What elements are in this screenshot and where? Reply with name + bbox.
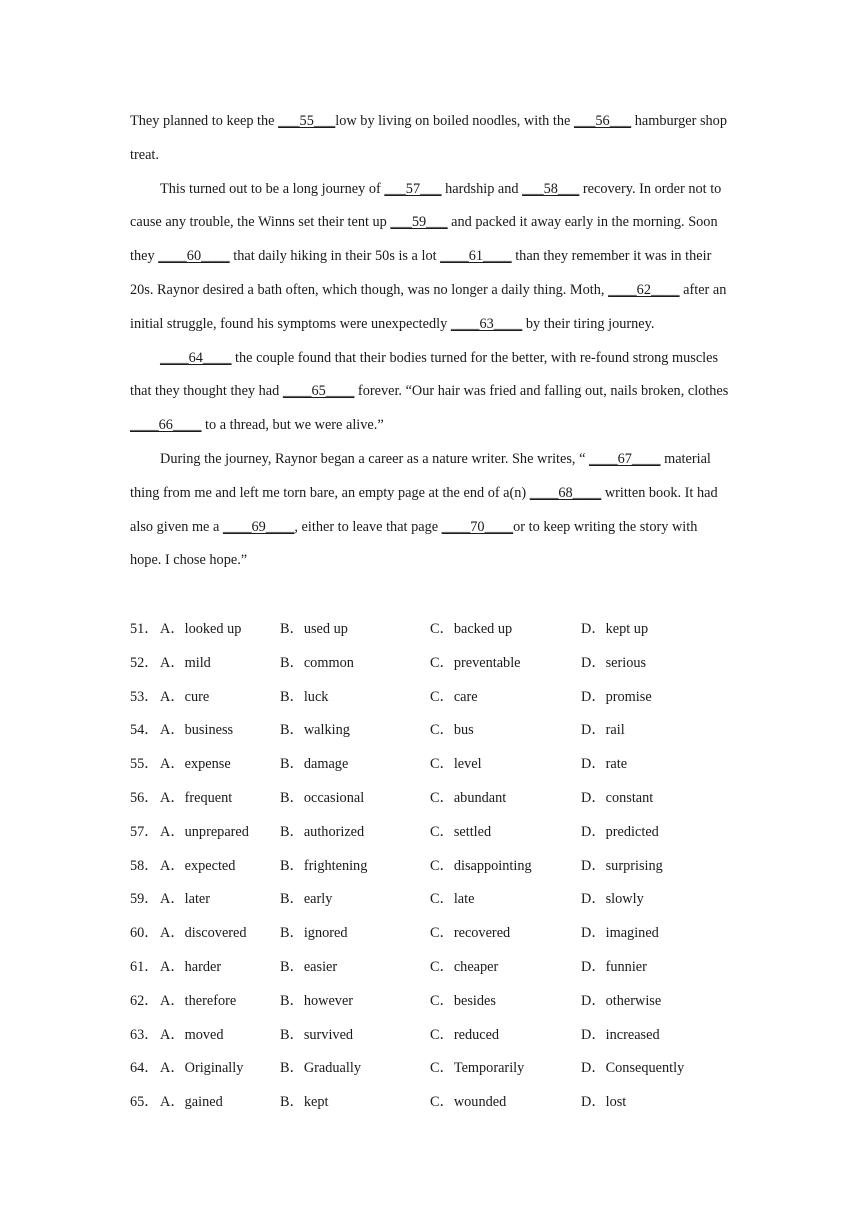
paragraph-1	[130, 105, 730, 173]
passage-text: or to keep writing the story with hope. I chose hope.”	[130, 518, 698, 569]
option-c: C．care	[430, 688, 478, 705]
option-b: B．used up	[280, 621, 348, 637]
passage-text: , either to leave that page	[294, 518, 442, 535]
option-b: B．luck	[280, 688, 329, 705]
option-a: A．Originally	[160, 1060, 244, 1077]
option-d: D．otherwise	[581, 992, 662, 1009]
blank-61: ____61____	[440, 248, 512, 265]
option-b: B．kept	[280, 1094, 329, 1111]
blank-65: ____65____	[282, 383, 355, 400]
option-c: C．reduced	[430, 1026, 500, 1043]
question-row-64	[130, 1052, 730, 1086]
option-b: B．authorized	[280, 823, 365, 840]
passage-text: This turned out to be a long journey of	[160, 180, 385, 197]
option-c: C．settled	[430, 823, 492, 840]
blank-59: ___59___	[390, 214, 448, 231]
question-row-63	[130, 1019, 730, 1053]
passage-text: During the journey, Raynor began a career as a nature writer. She writes, “	[160, 450, 590, 467]
passage-text: low by living on boiled noodles, with the	[335, 113, 574, 129]
option-b: B．however	[280, 992, 354, 1009]
option-d: D．rail	[581, 722, 625, 739]
passage-text: hardship and	[441, 180, 523, 197]
option-b: B．damage	[280, 756, 349, 773]
question-row-60	[130, 917, 730, 951]
option-a: A．business	[160, 722, 234, 739]
option-a: A．moved	[160, 1026, 224, 1043]
option-a: A．mild	[160, 654, 211, 671]
question-number: 56．	[130, 789, 159, 806]
blank-58: ___58___	[522, 180, 580, 197]
question-number: 54．	[130, 722, 159, 739]
passage	[130, 105, 730, 578]
question-number: 61．	[130, 958, 159, 975]
passage-text: the couple found that their bodies turned for the better, with re-found strong muscles that they thought they had	[130, 349, 719, 400]
passage-text: hamburger shop treat.	[130, 113, 727, 163]
option-d: D．increased	[581, 1026, 660, 1043]
option-c: C．bus	[430, 722, 474, 739]
option-d: D．lost	[581, 1094, 627, 1111]
option-d: D．promise	[581, 688, 652, 705]
option-a: A．frequent	[160, 789, 233, 806]
question-number: 52．	[130, 654, 159, 671]
option-c: C．Temporarily	[430, 1060, 525, 1077]
option-b: B．survived	[280, 1026, 354, 1043]
question-number: 58．	[130, 857, 159, 874]
option-a: A．looked up	[160, 621, 242, 637]
question-row-65	[130, 1086, 730, 1120]
option-b: B．ignored	[280, 925, 348, 942]
question-row-54	[130, 714, 730, 748]
passage-text: written book. It had also given me a	[130, 484, 718, 535]
blank-66: ____66____	[130, 417, 202, 434]
passage-text: than they remember it was in their 20s. Raynor desired a bath often, which though, was no longer a daily thing. Moth,	[130, 248, 712, 298]
option-d: D．slowly	[581, 891, 644, 908]
question-number: 62．	[130, 992, 159, 1009]
option-b: B．early	[280, 891, 333, 908]
question-number: 59．	[130, 891, 159, 908]
question-row-53	[130, 681, 730, 715]
passage-text: material thing from me and left me torn bare, an empty page at the end of a(n)	[130, 450, 711, 501]
option-c: C．abundant	[430, 789, 507, 806]
question-row-55	[130, 748, 730, 782]
blank-60: ____60____	[158, 248, 230, 265]
passage-text: by their tiring journey.	[522, 315, 655, 332]
question-number: 53．	[130, 688, 159, 705]
answer-options	[130, 613, 730, 1120]
option-b: B．Gradually	[280, 1060, 361, 1077]
option-d: D．rate	[581, 756, 628, 773]
blank-67: ____67____	[589, 450, 661, 467]
passage-text: after an initial struggle, found his symptoms were unexpectedly	[130, 281, 727, 332]
option-a: A．discovered	[160, 925, 247, 942]
passage-text: recovery. In order not to cause any trouble, the Winns set their tent up	[130, 180, 722, 231]
option-d: D．surprising	[581, 857, 663, 874]
passage-text: forever. “Our hair was fried and falling out, nails broken, clothes	[354, 383, 729, 400]
option-d: D．imagined	[581, 925, 659, 942]
question-row-61	[130, 951, 730, 985]
blank-64: ____64____	[160, 349, 232, 366]
question-row-56	[130, 782, 730, 816]
option-c: C．late	[430, 891, 475, 908]
option-a: A．unprepared	[160, 823, 249, 840]
paragraph-2	[130, 173, 730, 342]
option-a: A．expected	[160, 857, 236, 874]
option-d: D．kept up	[581, 621, 649, 637]
option-c: C．disappointing	[430, 857, 532, 874]
question-number: 60．	[130, 925, 159, 942]
option-a: A．cure	[160, 688, 210, 705]
question-number: 63．	[130, 1026, 159, 1043]
passage-text: and packed it away early in the morning. Soon they	[130, 214, 718, 265]
option-b: B．common	[280, 654, 354, 671]
option-c: C．recovered	[430, 925, 511, 942]
option-d: D．Consequently	[581, 1060, 685, 1077]
option-d: D．serious	[581, 654, 647, 671]
option-a: A．later	[160, 891, 211, 908]
option-b: B．walking	[280, 722, 350, 739]
blank-70: ____70____	[441, 518, 514, 535]
passage-text: They planned to keep the	[130, 113, 279, 129]
blank-57: ___57___	[384, 180, 442, 197]
option-d: D．predicted	[581, 823, 659, 840]
passage-text: that daily hiking in their 50s is a lot	[229, 248, 441, 265]
option-c: C．cheaper	[430, 958, 499, 975]
question-number: 57．	[130, 823, 159, 840]
option-a: A．gained	[160, 1094, 223, 1111]
option-c: C．wounded	[430, 1094, 507, 1111]
question-row-58	[130, 850, 730, 884]
blank-56: ___56___	[573, 113, 632, 129]
option-d: D．funnier	[581, 958, 647, 975]
question-row-51	[130, 613, 730, 647]
question-row-62	[130, 985, 730, 1019]
question-row-57	[130, 816, 730, 850]
question-row-52	[130, 647, 730, 681]
question-number: 65．	[130, 1094, 159, 1111]
option-a: A．harder	[160, 958, 222, 975]
blank-55: ___55___	[278, 113, 336, 129]
paragraph-3	[130, 342, 730, 443]
option-d: D．constant	[581, 789, 654, 806]
option-b: B．frightening	[280, 857, 368, 874]
question-number: 55．	[130, 756, 159, 773]
option-a: A．therefore	[160, 992, 237, 1009]
question-row-59	[130, 883, 730, 917]
option-b: B．occasional	[280, 789, 365, 806]
question-number: 64．	[130, 1060, 159, 1077]
blank-68: ____68____	[529, 484, 602, 501]
question-number: 51．	[130, 621, 159, 637]
passage-text: to a thread, but we were alive.”	[201, 417, 384, 434]
option-a: A．expense	[160, 756, 231, 773]
option-c: C．preventable	[430, 654, 521, 671]
option-c: C．level	[430, 756, 482, 773]
option-b: B．easier	[280, 958, 338, 975]
option-c: C．besides	[430, 992, 496, 1009]
paragraph-4	[130, 443, 730, 578]
option-c: C．backed up	[430, 621, 513, 637]
blank-69: ____69____	[222, 518, 295, 535]
blank-62: ____62____	[608, 281, 680, 298]
blank-63: ____63____	[450, 315, 523, 332]
